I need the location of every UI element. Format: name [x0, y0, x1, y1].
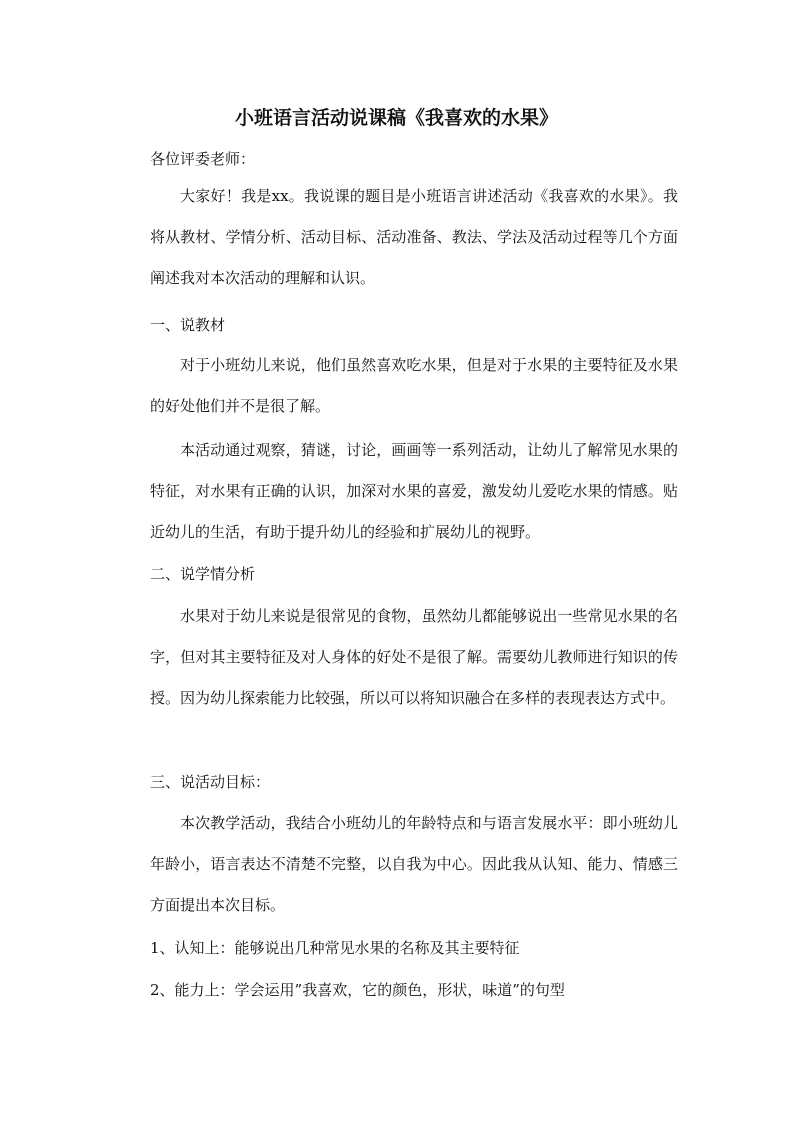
activity-goals-paragraph: 本次教学活动，我结合小班幼儿的年龄特点和与语言发展水平：即小班幼儿年龄小，语言表达不清楚不完整，以自我为中心。因此我从认知、能力、情感三方面提出本次目标。 [150, 814, 678, 914]
section-heading-teaching-material: 一、说教材 [150, 316, 226, 334]
section-heading-activity-goals: 三、说活动目标： [150, 773, 271, 791]
salutation: 各位评委老师： [150, 150, 256, 168]
document-title: 小班语言活动说课稿《我喜欢的水果》 [234, 107, 558, 129]
learner-analysis-paragraph: 水果对于幼儿来说是很常见的食物，虽然幼儿都能够说出一些常见水果的名字，但对其主要特征及对人身体的好处不是很了解。需要幼儿教师进行知识的传授。因为幼儿探索能力比较强，所以可以将知识融合在多样的表现表达方式中。 [150, 607, 678, 707]
goal-cognition: 1、认知上：能够说出几种常见水果的名称及其主要特征 [150, 939, 520, 957]
goal-ability: 2、能力上：学会运用”我喜欢，它的颜色，形状，味道”的句型 [150, 981, 565, 999]
section-heading-learner-analysis: 二、说学情分析 [150, 565, 256, 583]
intro-paragraph: 大家好！我是xx。我说课的题目是小班语言讲述活动《我喜欢的水果》。我将从教材、学情分析、活动目标、活动准备、教法、学法及活动过程等几个方面阐述我对本次活动的理解和认识。 [150, 187, 678, 287]
teaching-material-paragraph-1: 对于小班幼儿来说，他们虽然喜欢吃水果，但是对于水果的主要特征及水果的好处他们并不是很了解。 [150, 356, 678, 415]
teaching-material-paragraph-2: 本活动通过观察，猜谜，讨论，画画等一系列活动，让幼儿了解常见水果的特征，对水果有正确的认识，加深对水果的喜爱，激发幼儿爱吃水果的情感。贴近幼儿的生活，有助于提升幼儿的经验和扩展幼儿的视野。 [150, 441, 678, 541]
